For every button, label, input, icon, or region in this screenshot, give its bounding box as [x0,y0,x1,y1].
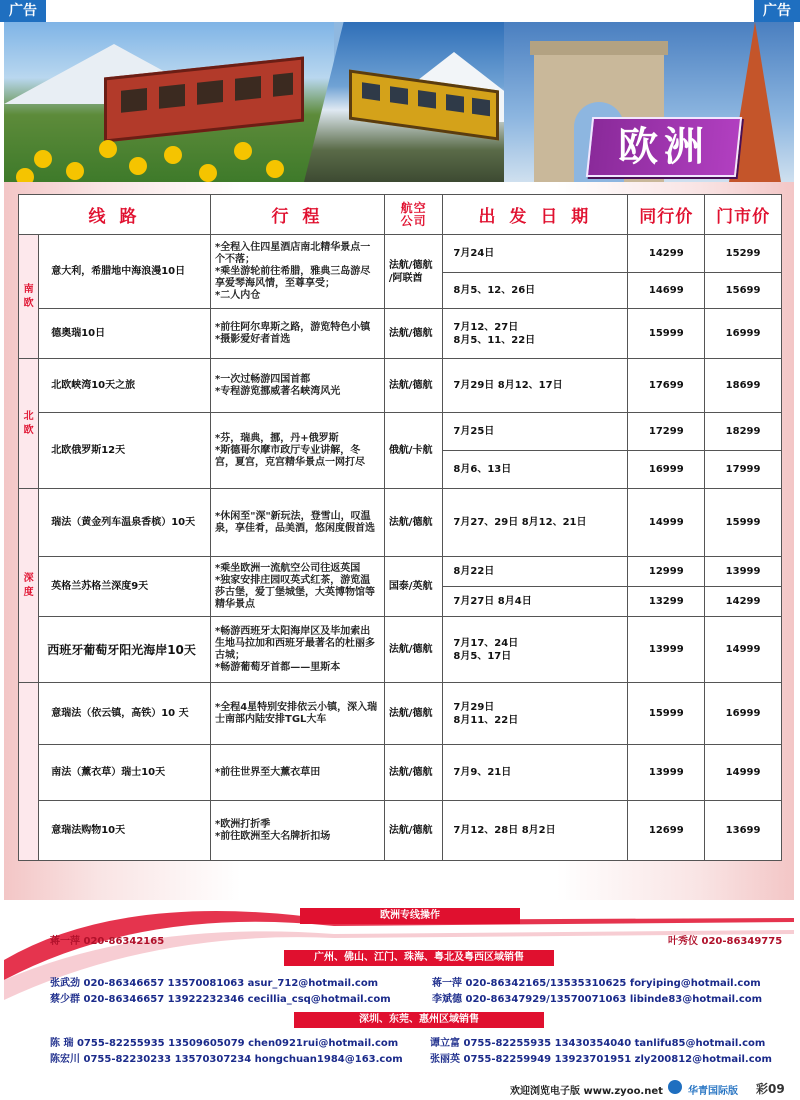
departure-dates: 7月25日 [443,413,628,451]
retail-price: 16999 [705,309,782,359]
airline: 法航/德航 /阿联酋 [384,235,443,309]
table-row [19,309,782,359]
region-deep: 深 度 [19,489,39,683]
footer-text: 欢迎浏览电子版 www.zyoo.net [510,1086,663,1097]
itinerary: *欧洲打折季 *前往欧洲至大名牌折扣场 [211,801,385,861]
contact-section [4,900,794,1078]
retail-price: 15299 [705,235,782,273]
departure-dates: 7月17、24日 8月5、17日 [443,617,628,683]
table-row [19,557,782,587]
retail-price: 18299 [705,413,782,451]
region-north: 北 欧 [19,359,39,489]
peer-price: 13999 [628,617,705,683]
route-name: 北欧峡湾10天之旅 [39,359,211,413]
retail-price: 14299 [705,587,782,617]
airline: 法航/德航 [384,683,443,745]
route-name: 德奥瑞10日 [39,309,211,359]
retail-price: 15999 [705,489,782,557]
contact-gz-1: 蔡少群 020-86346657 13922232346 cecillia_csq@hotmail.com [50,994,391,1005]
route-name: 瑞法（黄金列车温泉香槟）10天 [39,489,211,557]
region-south: 南 欧 [19,235,39,359]
table-row [19,683,782,745]
table-row [19,359,782,413]
banner-photo-collage [4,22,794,182]
airline: 法航/德航 [384,359,443,413]
contact-op1: 蒋一萍 020-86342165 [50,936,165,947]
route-name: 意大利，希腊地中海浪漫10日 [39,235,211,309]
retail-price: 13699 [705,801,782,861]
band-guangzhou: 广州、佛山、江门、珠海、粤北及粤西区域销售 [284,950,554,966]
peer-price: 13999 [628,745,705,801]
contact-sz-2: 谭立富 0755-82255935 13430354040 tanlifu85@hotmail.com [430,1038,766,1049]
ad-tag-right: 广告 [754,0,800,22]
band-shenzhen: 深圳、东莞、惠州区域销售 [294,1012,544,1028]
peer-price: 15999 [628,683,705,745]
contact-op2: 叶秀仪 020-86349775 [668,936,783,947]
peer-price: 13299 [628,587,705,617]
peer-price: 17699 [628,359,705,413]
airline: 俄航/卡航 [384,413,443,489]
route-price-table [18,194,782,861]
airline: 法航/德航 [384,801,443,861]
peer-price: 17299 [628,413,705,451]
peer-price: 12999 [628,557,705,587]
route-name: 意瑞法（依云镇，高铁）10 天 [39,683,211,745]
alpine-train-photo [4,22,334,182]
peer-price: 16999 [628,451,705,489]
route-table-area [4,182,794,900]
retail-price: 14999 [705,745,782,801]
retail-price: 18699 [705,359,782,413]
contact-gz-0: 张武劲 020-86346657 13570081063 asur_712@hotmail.com [50,978,379,989]
airline: 法航/德航 [384,617,443,683]
itinerary: *畅游西班牙太阳海岸区及毕加索出生地马拉加和西班牙最著名的杜丽多古城； *畅游葡萄牙首都——里斯本 [211,617,385,683]
route-name: 北欧俄罗斯12天 [39,413,211,489]
itinerary: *前往世界至大薰衣草田 [211,745,385,801]
itinerary: *全程入住四星酒店南北精华景点一个不落； *乘坐游轮前往希腊，雅典三岛游尽享爱琴海风情，至尊享受； *二人内仓 [211,235,385,309]
region-blank [19,683,39,861]
header-airline: 航空 公司 [384,195,443,235]
retail-price: 17999 [705,451,782,489]
departure-dates: 7月9、21日 [443,745,628,801]
mountain-train-photo [304,22,524,182]
peer-price: 14299 [628,235,705,273]
retail-price: 13999 [705,557,782,587]
table-row [19,235,782,273]
contact-gz-3: 李斌德 020-86347929/13570071063 libinde83@hotmail.com [432,994,763,1005]
brand-logo-icon [668,1080,682,1094]
header-dates: 出 发 日 期 [443,195,628,235]
itinerary: *一次过畅游四国首都 *专程游览挪威著名峡湾风光 [211,359,385,413]
retail-price: 15699 [705,273,782,309]
departure-dates: 7月27日 8月4日 [443,587,628,617]
table-row [19,745,782,801]
band-ops: 欧洲专线操作 [300,908,520,924]
itinerary: *休闲至"深"新玩法，登雪山，叹温泉，享佳肴，品美酒，悠闲度假首选 [211,489,385,557]
contact-sz-1: 陈宏川 0755-82230233 13570307234 hongchuan1984@163.com [50,1054,403,1065]
page-footer [4,1078,794,1098]
departure-dates: 7月29日 8月12、17日 [443,359,628,413]
route-name: 意瑞法购物10天 [39,801,211,861]
airline: 国泰/英航 [384,557,443,617]
header-itinerary: 行 程 [211,195,385,235]
peer-price: 14999 [628,489,705,557]
peer-price: 12699 [628,801,705,861]
contact-gz-2: 蒋一萍 020-86342165/13535310625 foryiping@hotmail.com [432,978,761,989]
departure-dates: 8月6、13日 [443,451,628,489]
route-name: 南法（薰衣草）瑞士10天 [39,745,211,801]
itinerary: *前往阿尔卑斯之路，游览特色小镇 *摄影爱好者首选 [211,309,385,359]
table-row [19,489,782,557]
header-peer-price: 同行价 [628,195,705,235]
table-header-row [19,195,782,235]
airline: 法航/德航 [384,745,443,801]
itinerary: *全程4星特别安排依云小镇，深入瑞士南部内陆安排TGL大车 [211,683,385,745]
airline: 法航/德航 [384,309,443,359]
header-retail-price: 门市价 [705,195,782,235]
retail-price: 16999 [705,683,782,745]
page-number: 彩09 [756,1082,785,1096]
ad-tag-left: 广告 [0,0,46,22]
itinerary: *芬，瑞典，挪，丹+俄罗斯 *斯德哥尔摩市政厅专业讲解，冬宫，夏宫，克宫精华景点一网打尽 [211,413,385,489]
retail-price: 14999 [705,617,782,683]
banner-title: 欧洲 [586,117,742,177]
table-row [19,617,782,683]
table-row [19,413,782,451]
departure-dates: 8月22日 [443,557,628,587]
contact-sz-3: 张丽英 0755-82259949 13923701951 zly200812@hotmail.com [430,1054,772,1065]
header-route: 线 路 [19,195,211,235]
route-name: 英格兰苏格兰深度9天 [39,557,211,617]
departure-dates: 7月24日 [443,235,628,273]
departure-dates: 7月27、29日 8月12、21日 [443,489,628,557]
departure-dates: 7月29日 8月11、22日 [443,683,628,745]
itinerary: *乘坐欧洲一流航空公司往返英国 *独家安排庄园叹英式红茶，游览温莎古堡，爱丁堡城堡，大英博物馆等精华景点 [211,557,385,617]
departure-dates: 7月12、27日 8月5、11、22日 [443,309,628,359]
table-row [19,801,782,861]
departure-dates: 7月12、28日 8月2日 [443,801,628,861]
route-name: 西班牙葡萄牙阳光海岸10天 [39,617,211,683]
departure-dates: 8月5、12、26日 [443,273,628,309]
peer-price: 15999 [628,309,705,359]
airline: 法航/德航 [384,489,443,557]
peer-price: 14699 [628,273,705,309]
contact-sz-0: 陈 瑞 0755-82255935 13509605079 chen0921rui@hotmail.com [50,1038,399,1049]
footer-brand: 华青国际版 [688,1086,738,1097]
